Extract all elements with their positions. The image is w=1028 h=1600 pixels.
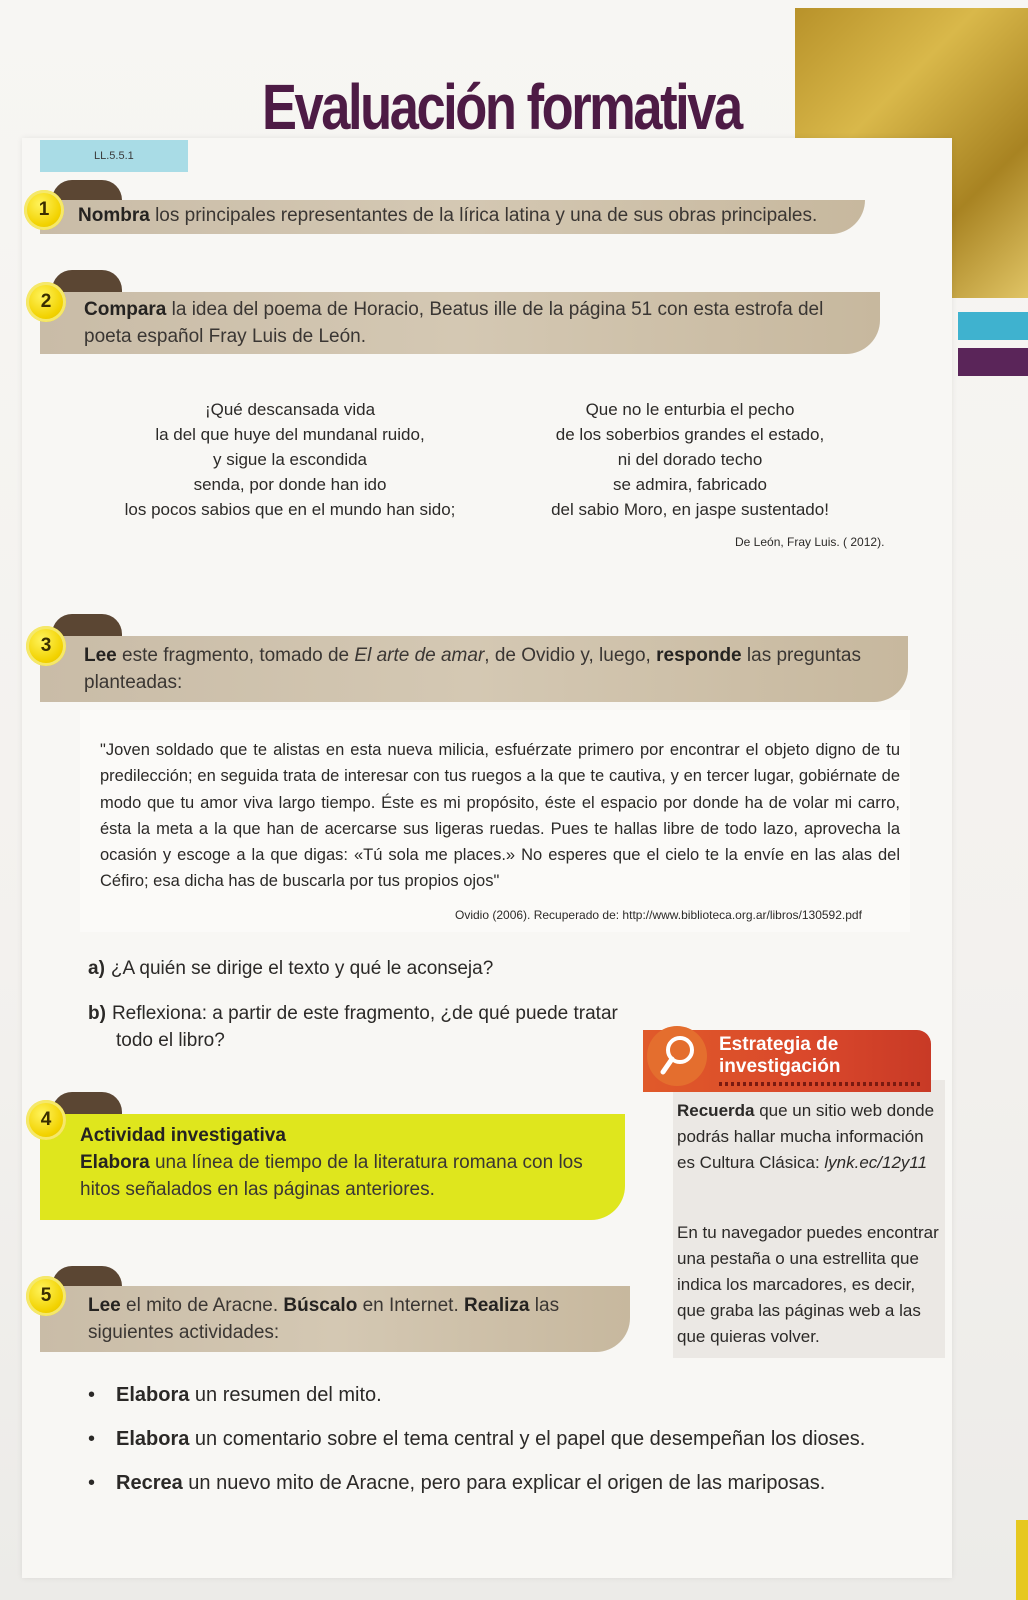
poem-line: de los soberbios grandes el estado, [555,425,825,444]
ovid-quote: "Joven soldado que te alistas en esta nueva milicia, esfuérzate primero por encontrar el objeto digno de tu predilección; en seguida trata de interesar con tus ruegos a la que te cautiva, y en tercer lugar, gobiérnate de modo que tu amor viva largo tiempo. Éste es mi propósito, éste el espacio por donde ha de volar mi carro, ésta la meta a la que han de acercarse sus ligeras ruedas. Pues te hallas libre de todo lazo, aprovecha la ocasión y escoge a la que digas: «Tú sola me places.» No esperes que el cielo te la envíe en las alas del Céfiro; esa dicha has de buscarla por tus propios ojos" [100,741,900,891]
list-item [88,1426,865,1453]
purple-tab-decoration [958,348,1028,376]
bullet-verb: Elabora [116,1428,190,1450]
poem-line: la del que huye del mundanal ruido, [155,425,425,444]
bullet-text: un nuevo mito de Aracne, pero para explicar el origen de las mariposas. [182,1472,826,1494]
q5-verb2: Búscalo [283,1295,358,1316]
q2-verb: Compara [84,299,167,320]
q3-number-badge: 3 [26,626,66,666]
q5-text3: las siguientes actividades: [88,1295,560,1343]
bullet-text: un comentario sobre el tema central y el papel que desempeñan los dioses. [189,1428,866,1450]
teal-tab-decoration [958,312,1028,340]
poem-line: senda, por donde han ido [193,475,387,494]
poem-line: del sabio Moro, en jaspe sustentado! [551,500,829,519]
q3-tab [52,614,122,636]
question-a-text: ¿A quién se dirige el texto y qué le aconseja? [110,958,494,979]
poem-line: se admira, fabricado [612,475,768,494]
q3-work-title: El arte de amar [354,645,485,666]
strategy-paragraph-2: En tu navegador puedes encontrar una pestaña o una estrellita que indica los marcadores, es decir, que graba las páginas web a las que quieras volver. [677,1223,939,1346]
q3-text-b: , de Ovidio y, luego, [484,645,657,666]
bullet-text: un resumen del mito. [189,1384,382,1406]
magnifier-icon [647,1026,707,1086]
q2-band [40,292,880,354]
q4-verb: Elabora [80,1152,150,1173]
q3-verb2: responde [656,645,742,666]
poem-right-stanza [540,397,840,522]
header-stripe [719,1082,921,1086]
q5-verb3: Realiza [464,1295,530,1316]
q3-band [40,636,908,702]
q1-tab [52,180,122,202]
strategy-p1-bold: Recuerda [677,1101,755,1120]
page-title: Evaluación formativa [262,71,741,143]
list-item [88,1470,865,1497]
strategy-link[interactable]: lynk.ec/12y11 [824,1153,928,1172]
question-a [88,955,648,982]
q3-text-c: las preguntas planteadas: [84,645,861,693]
q4-heading: Actividad investigativa [80,1125,286,1146]
q1-number-badge: 1 [24,190,64,230]
q4-number-badge: 4 [26,1100,66,1140]
strategy-title: Estrategia de investigación [719,1034,841,1077]
q4-band [40,1114,625,1220]
q5-number-badge: 5 [26,1276,66,1316]
q3-verb: Lee [84,645,117,666]
poem-left-stanza [110,397,470,522]
q5-band [40,1286,630,1352]
q4-text: una línea de tiempo de la literatura romana con los hitos señalados en las páginas anteriores. [80,1152,583,1200]
poem-citation: De León, Fray Luis. ( 2012). [735,535,885,549]
q5-text1: el mito de Aracne. [120,1295,284,1316]
question-b [88,1000,656,1054]
q1-text: los principales representantes de la lírica latina y una de sus obras principales. [149,205,818,226]
poem-line: ni del dorado techo [617,450,763,469]
bullet-verb: Elabora [116,1384,190,1406]
q5-verb1: Lee [88,1295,121,1316]
q1-verb: Nombra [78,205,150,226]
activity-list [88,1382,865,1514]
quote-citation: Ovidio (2006). Recuperado de: http://www.biblioteca.org.ar/libros/130592.pdf [455,908,862,922]
poem-line: los pocos sabios que en el mundo han sido; [124,500,456,519]
question-b-text: Reflexiona: a partir de este fragmento, ¿de qué puede tratar todo el libro? [111,1003,618,1051]
q2-text: la idea del poema de Horacio, Beatus ille de la página 51 con esta estrofa del poeta español Fray Luis de León. [84,299,824,347]
bullet-verb: Recrea [116,1472,183,1494]
question-a-label: a) [88,958,105,979]
curriculum-code: LL.5.5.1 [40,140,188,172]
q2-number-badge: 2 [26,282,66,322]
q2-tab [52,270,122,292]
yellow-edge-decoration [1016,1520,1028,1600]
poem-line: y sigue la escondida [212,450,368,469]
strategy-paragraph-1 [677,1098,939,1176]
poem-line: Que no le enturbia el pecho [585,400,795,419]
q3-text-a: este fragmento, tomado de [116,645,355,666]
q5-text2: en Internet. [357,1295,465,1316]
list-item [88,1382,865,1409]
q1-band [40,200,865,234]
strategy-header [643,1030,931,1092]
question-b-label: b) [88,1003,106,1024]
strategy-p1-text: que un sitio web donde podrás hallar mucha información es Cultura Clásica: [677,1101,935,1172]
poem-line: ¡Qué descansada vida [204,400,376,419]
